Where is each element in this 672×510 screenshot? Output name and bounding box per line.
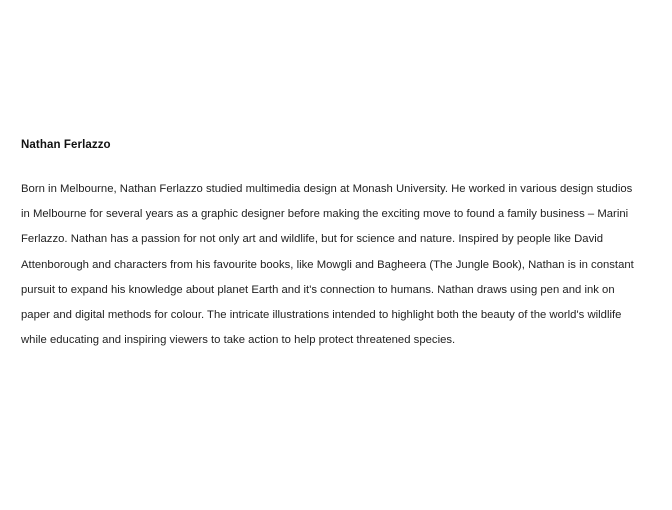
- biography-paragraph: Born in Melbourne, Nathan Ferlazzo studied multimedia design at Monash University. He worked in various design studios in Melbourne for several years as a graphic designer before making the exciting move to found a family business – Marini Ferlazzo. Nathan has a passion for not only art and wildlife, but for science and nature. Inspired by people like David Attenborough and characters from his favourite books, like Mowgli and Bagheera (The Jungle Book), Nathan is in constant pursuit to expand his knowledge about planet Earth and it's connection to humans. Nathan draws using pen and ink on paper and digital methods for colour. The intricate illustrations intended to highlight both the beauty of the world's wildlife while educating and inspiring viewers to take action to help protect threatened species.: [21, 183, 634, 347]
- page-title: Nathan Ferlazzo: [21, 139, 111, 151]
